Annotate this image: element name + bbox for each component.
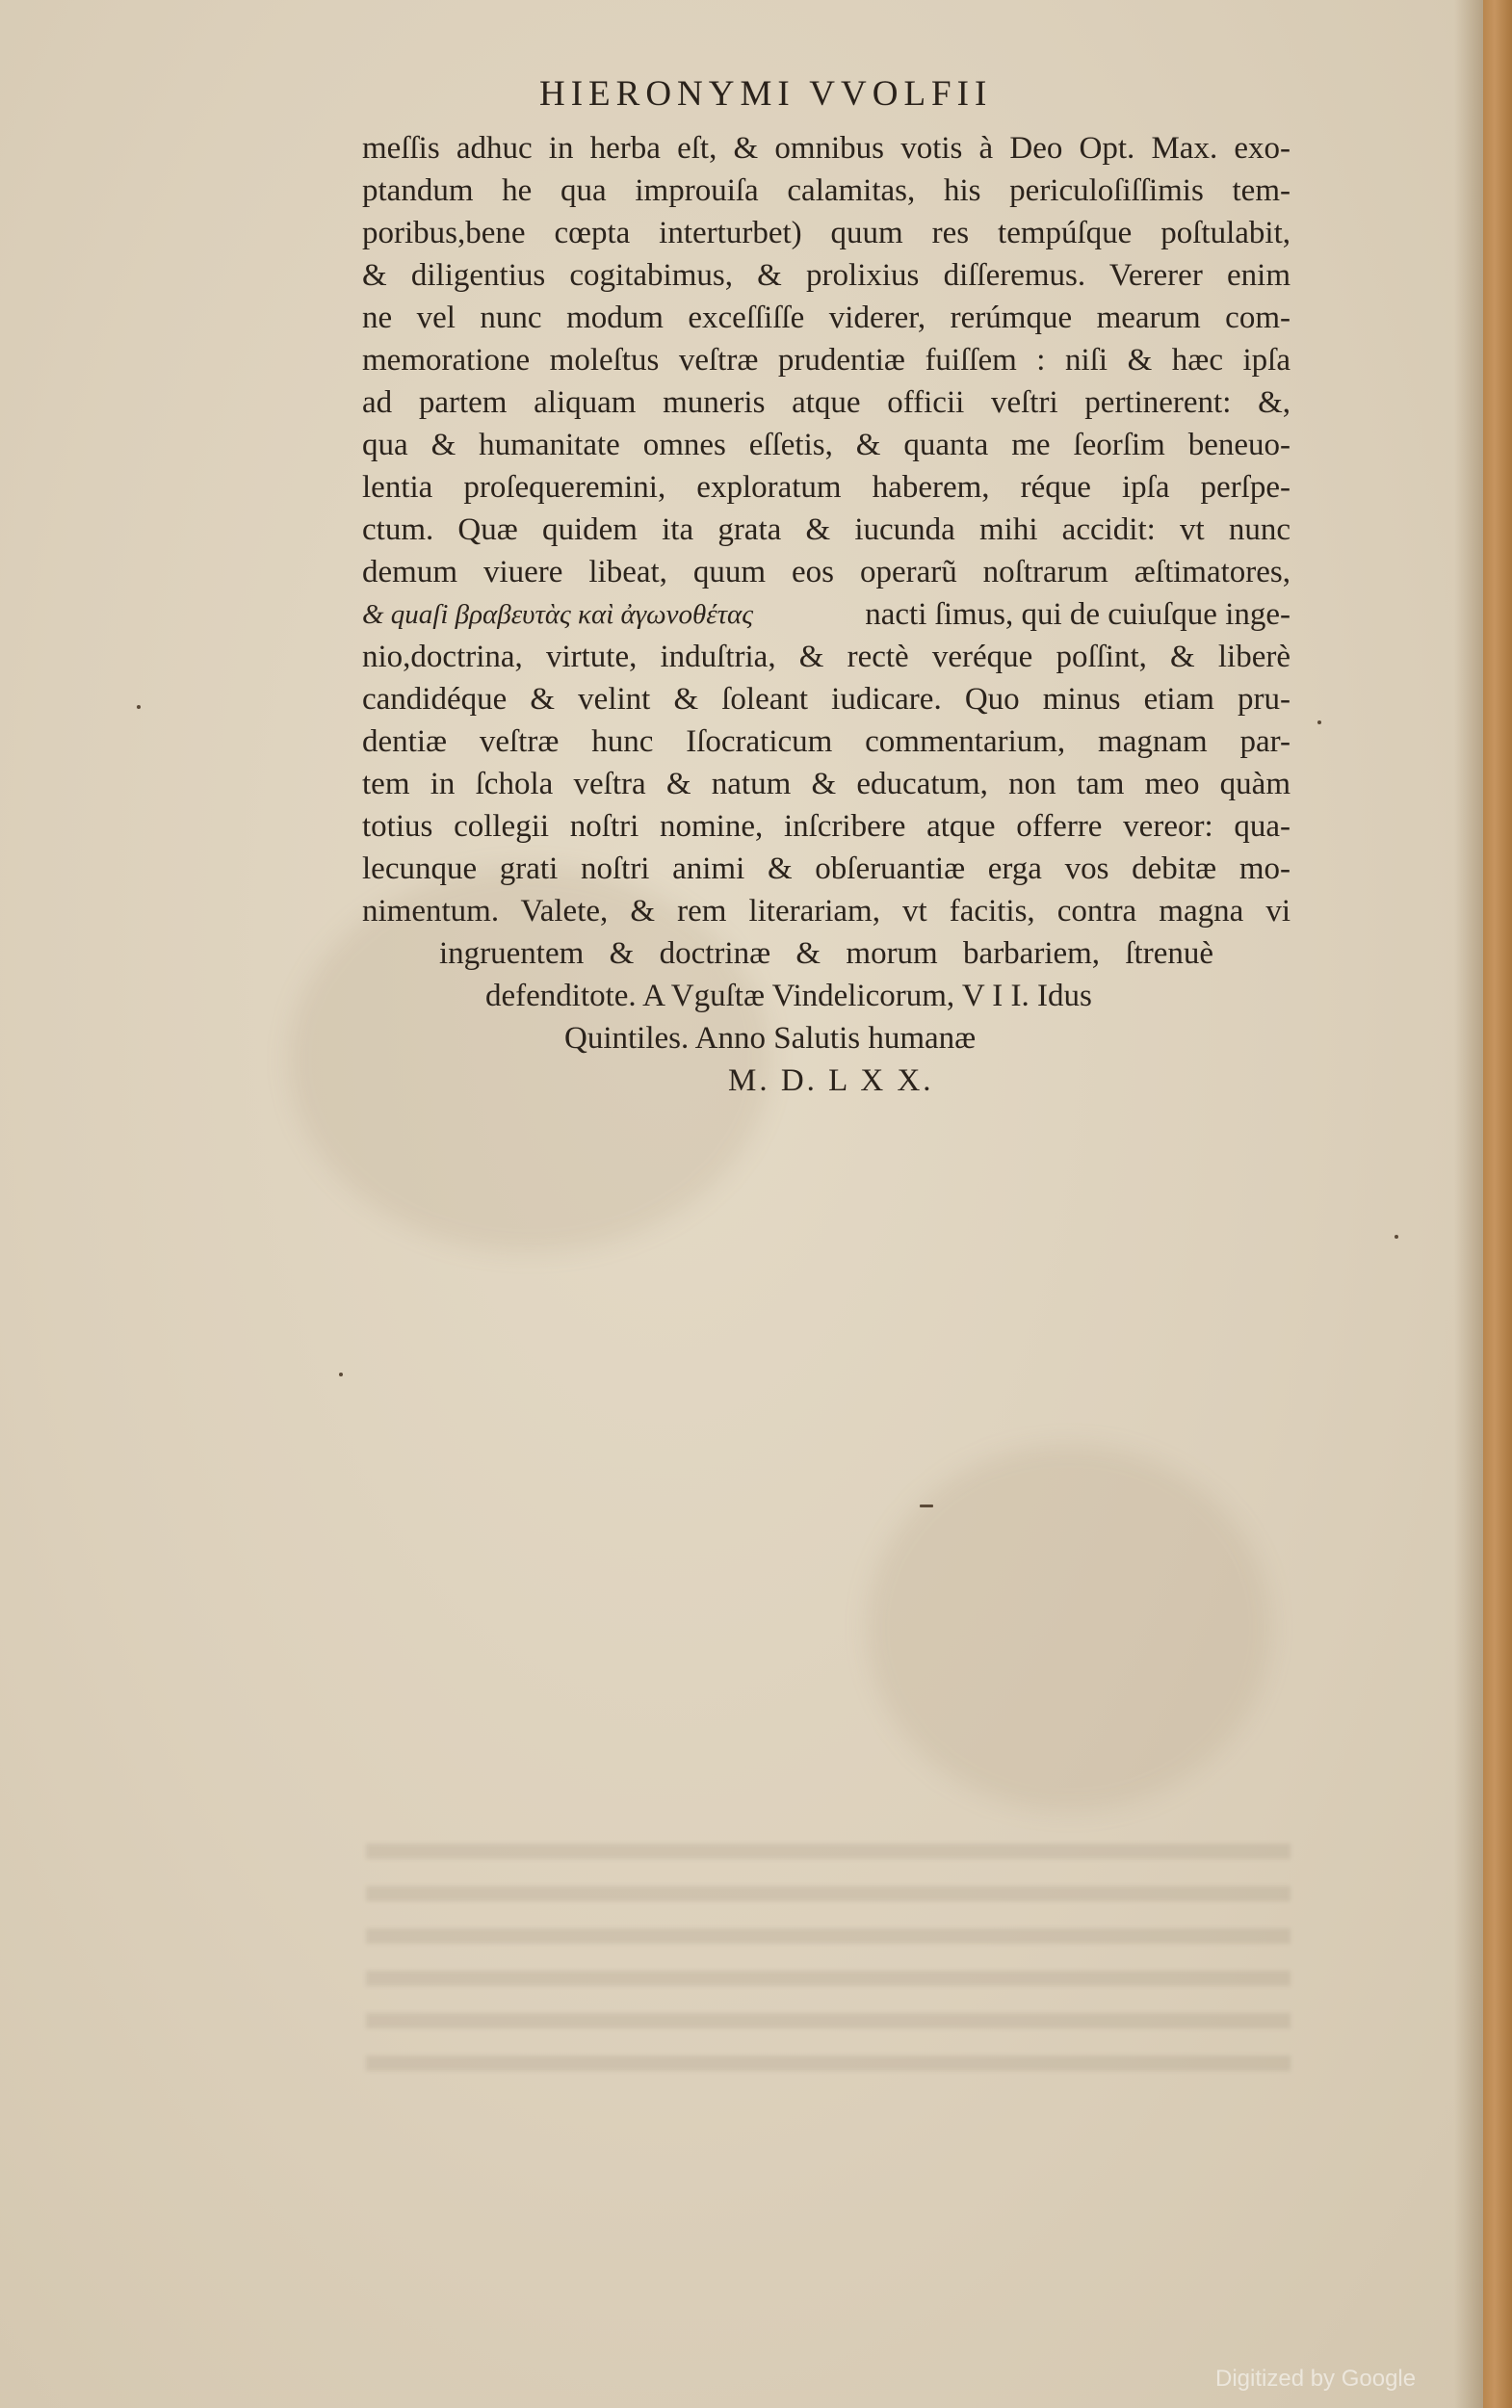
text-line-6: memoratione moleſtus veſtræ prudentiæ fuiſſem : niſi & hæc ipſa: [362, 343, 1290, 378]
text-line-5: ne vel nunc modum exceſſiſſe viderer, rerúmque mearum com-: [362, 301, 1290, 335]
ink-speck: [137, 705, 141, 709]
text-line-17: totius collegii noſtri nomine, inſcribere atque offerre vereor: qua-: [362, 809, 1290, 844]
text-line-8: qua & humanitate omnes eſſetis, & quanta me ſeorſim beneuo-: [362, 428, 1290, 462]
page-edge-shadow: [1454, 0, 1483, 2408]
text-line-11: demum viuere libeat, quum eos operarũ noſtrarum æſtimatores,: [362, 555, 1290, 589]
text-line-3: poribus,bene cœpta interturbet) quum res tempúſque poſtulabit,: [362, 216, 1290, 250]
show-through-text: [366, 1830, 1290, 2071]
text-line-14: candidéque & velint & ſoleant iudicare. Quo minus etiam pru-: [362, 682, 1290, 717]
ink-speck: [1395, 1235, 1398, 1239]
text-line-1: meſſis adhuc in herba eſt, & omnibus votis à Deo Opt. Max. exo-: [362, 131, 1290, 166]
text-line-22: Quintiles. Anno Salutis humanæ: [564, 1021, 977, 1056]
date-line: M. D. L X X.: [728, 1063, 934, 1098]
text-line-12-rest: nacti ſimus, qui de cuiuſque inge-: [865, 597, 1290, 632]
ink-speck: [1317, 720, 1321, 724]
digitization-watermark: Digitized by Google: [1215, 2366, 1417, 2392]
text-line-19: nimentum. Valete, & rem literariam, vt facitis, contra magna vi: [362, 894, 1290, 929]
text-line-9: lentia proſequeremini, exploratum haberem, réque ipſa perſpe-: [362, 470, 1290, 505]
text-line-13: nio,doctrina, virtute, induſtria, & rectè veréque poſſint, & liberè: [362, 640, 1290, 674]
book-edge: [1483, 0, 1512, 2408]
text-line-21: defenditote. A Vguſtæ Vindelicorum, V I I. Idus: [485, 979, 1092, 1013]
text-line-2: ptandum he qua improuiſa calamitas, his periculoſiſſimis tem-: [362, 173, 1290, 208]
text-line-12: [362, 593, 1290, 636]
text-line-15: dentiæ veſtræ hunc Iſocraticum commentarium, magnam par-: [362, 724, 1290, 759]
dedication-text: [362, 127, 1290, 1102]
text-line-20: ingruentem & doctrinæ & morum barbariem, ſtrenuè: [439, 936, 1213, 971]
text-line-16: tem in ſchola veſtra & natum & educatum, non tam meo quàm: [362, 767, 1290, 801]
text-line-4: & diligentius cogitabimus, & prolixius diſſeremus. Vererer enim: [362, 258, 1290, 293]
paper-stain: [867, 1445, 1271, 1811]
running-head: HIERONYMI VVOLFII: [539, 74, 993, 114]
text-line-10: ctum. Quæ quidem ita grata & iucunda mihi accidit: vt nunc: [362, 512, 1290, 547]
ink-speck: [339, 1373, 343, 1376]
text-line-7: ad partem aliquam muneris atque officii veſtri pertinerent: &,: [362, 385, 1290, 420]
ink-speck: [920, 1505, 933, 1507]
text-line-18: lecunque grati noſtri animi & obſeruantiæ erga vos debitæ mo-: [362, 851, 1290, 886]
greek-phrase: & quaſi βραβευτὰς καὶ ἀγωνοθέτας: [362, 599, 754, 630]
